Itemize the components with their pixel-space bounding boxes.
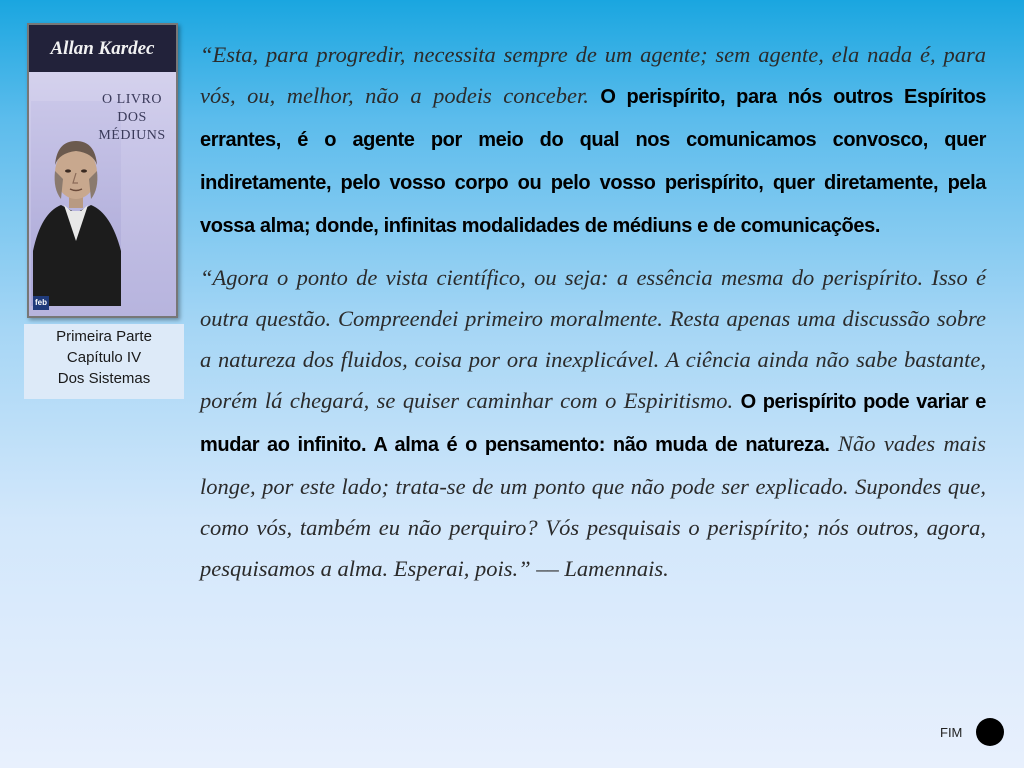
paragraph-1-highlight: O perispírito, para nós outros Espíritos errantes, é o agente por meio do qual nos comunicamos convosco, quer indiretamente, pelo vosso corpo ou pelo vosso perispírito, quer diretamente, pela vossa alma; donde, infinitas modalidades de médiuns e de comunicações. [200, 86, 986, 237]
end-button[interactable] [976, 718, 1004, 746]
caption-section: Dos Sistemas [57, 370, 151, 387]
paragraph-2-text-start: “Agora o ponto de vista científico, ou seja: a essência mesma do perispírito. Isso é outra questão. Compreendei primeiro moralmente. Resta apenas uma discussão sobre a natureza dos fluidos, coisa por ora inexplicável. A ciência ainda não sabe bastante, porém lá chegará, se quiser caminhar com o Espiritismo. [200, 265, 986, 413]
paragraph-1 [200, 34, 986, 247]
paragraph-1-text: “Esta, para progredir, necessita sempre de um agente; sem agente, ela nada é, para vós, ou, melhor, não a podeis conceber. [200, 42, 986, 108]
paragraph-2 [200, 257, 986, 589]
book-title-line: MÉDIUNS [98, 128, 166, 143]
quote-text [200, 34, 986, 589]
paragraph-2-highlight: O perispírito pode variar e mudar ao infinito. A alma é o pensamento: não muda de natureza. [200, 391, 986, 456]
book-title [92, 91, 172, 145]
paragraph-2-text-end: Não vades mais longe, por este lado; trata-se de um ponto que não pode ser explicado. Supondes que, como vós, também eu não perquiro? Vós pesquisais o perispírito; nós outros, agora, pesquisamos a alma. Esperai, pois.” –– Lamennais. [200, 431, 986, 581]
book-title-line: O LIVRO [102, 92, 162, 107]
book-cover-image [27, 23, 178, 318]
caption-part: Primeira Parte [56, 328, 152, 345]
publisher-logo: feb [33, 296, 49, 310]
book-title-line: DOS [117, 110, 147, 125]
caption-chapter: Capítulo IV [66, 349, 142, 366]
end-label: FIM [940, 725, 963, 740]
chapter-caption [24, 324, 184, 399]
book-author: Allan Kardec [29, 25, 176, 72]
